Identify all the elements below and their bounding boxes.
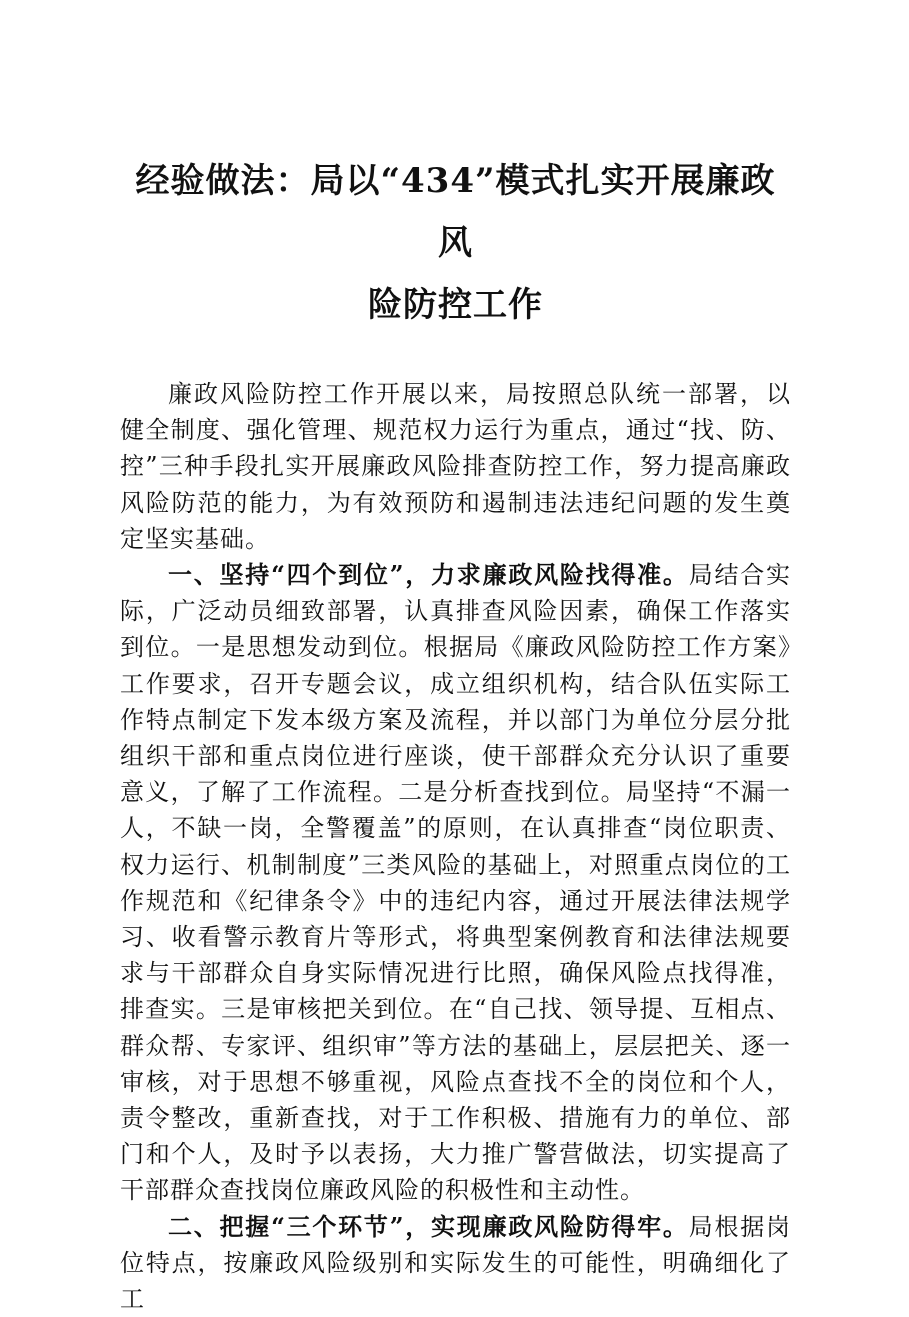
paragraph-intro xyxy=(120,376,791,557)
paragraph-section-2 xyxy=(120,1209,791,1317)
document-body xyxy=(120,376,791,1317)
paragraph-section-1 xyxy=(120,557,791,1209)
document-title xyxy=(120,0,791,336)
title-line-2: 险防控工作 xyxy=(368,285,543,325)
section-heading: 一、坚持“四个到位”，力求廉政风险找得准。 xyxy=(168,560,689,590)
section-heading: 二、把握“三个环节”，实现廉政风险防得牢。 xyxy=(168,1211,689,1241)
paragraph-text: 局根据岗位特点，按廉政风险级别和实际发生的可能性，明确细化了工 xyxy=(120,1212,792,1314)
paragraph-text: 廉政风险防控工作开展以来，局按照总队统一部署，以健全制度、强化管理、规范权力运行为重点，通过“找、防、控”三种手段扎实开展廉政风险排查防控工作，努力提高廉政风险防范的能力，为有效预防和遏制违法违纪问题的发生奠定坚实基础。 xyxy=(120,380,791,553)
title-line-1: 经验做法：局以“434”模式扎实开展廉政风 xyxy=(135,161,776,263)
paragraph-text: 局结合实际，广泛动员细致部署，认真排查风险因素，确保工作落实到位。一是思想发动到位。根据局《廉政风险防控工作方案》工作要求，召开专题会议，成立组织机构，结合队伍实际工作特点制定下发本级方案及流程，并以部门为单位分层分批组织干部和重点岗位进行座谈，使干部群众充分认识了重要意义，了解了工作流程。二是分析查找到位。局坚持“不漏一人，不缺一岗，全警覆盖”的原则，在认真排查“岗位职责、权力运行、机制制度”三类风险的基础上，对照重点岗位的工作规范和《纪律条令》中的违纪内容，通过开展法律法规学习、收看警示教育片等形式，将典型案例教育和法律法规要求与干部群众自身实际情况进行比照，确保风险点找得准，排查实。三是审核把关到位。在“自己找、领导提、互相点、群众帮、专家评、组织审”等方法的基础上，层层把关、逐一审核，对于思想不够重视，风险点查找不全的岗位和个人，责令整改，重新查找，对于工作积极、措施有力的单位、部门和个人，及时予以表扬，大力推广警营做法，切实提高了干部群众查找岗位廉政风险的积极性和主动性。 xyxy=(120,561,792,1205)
